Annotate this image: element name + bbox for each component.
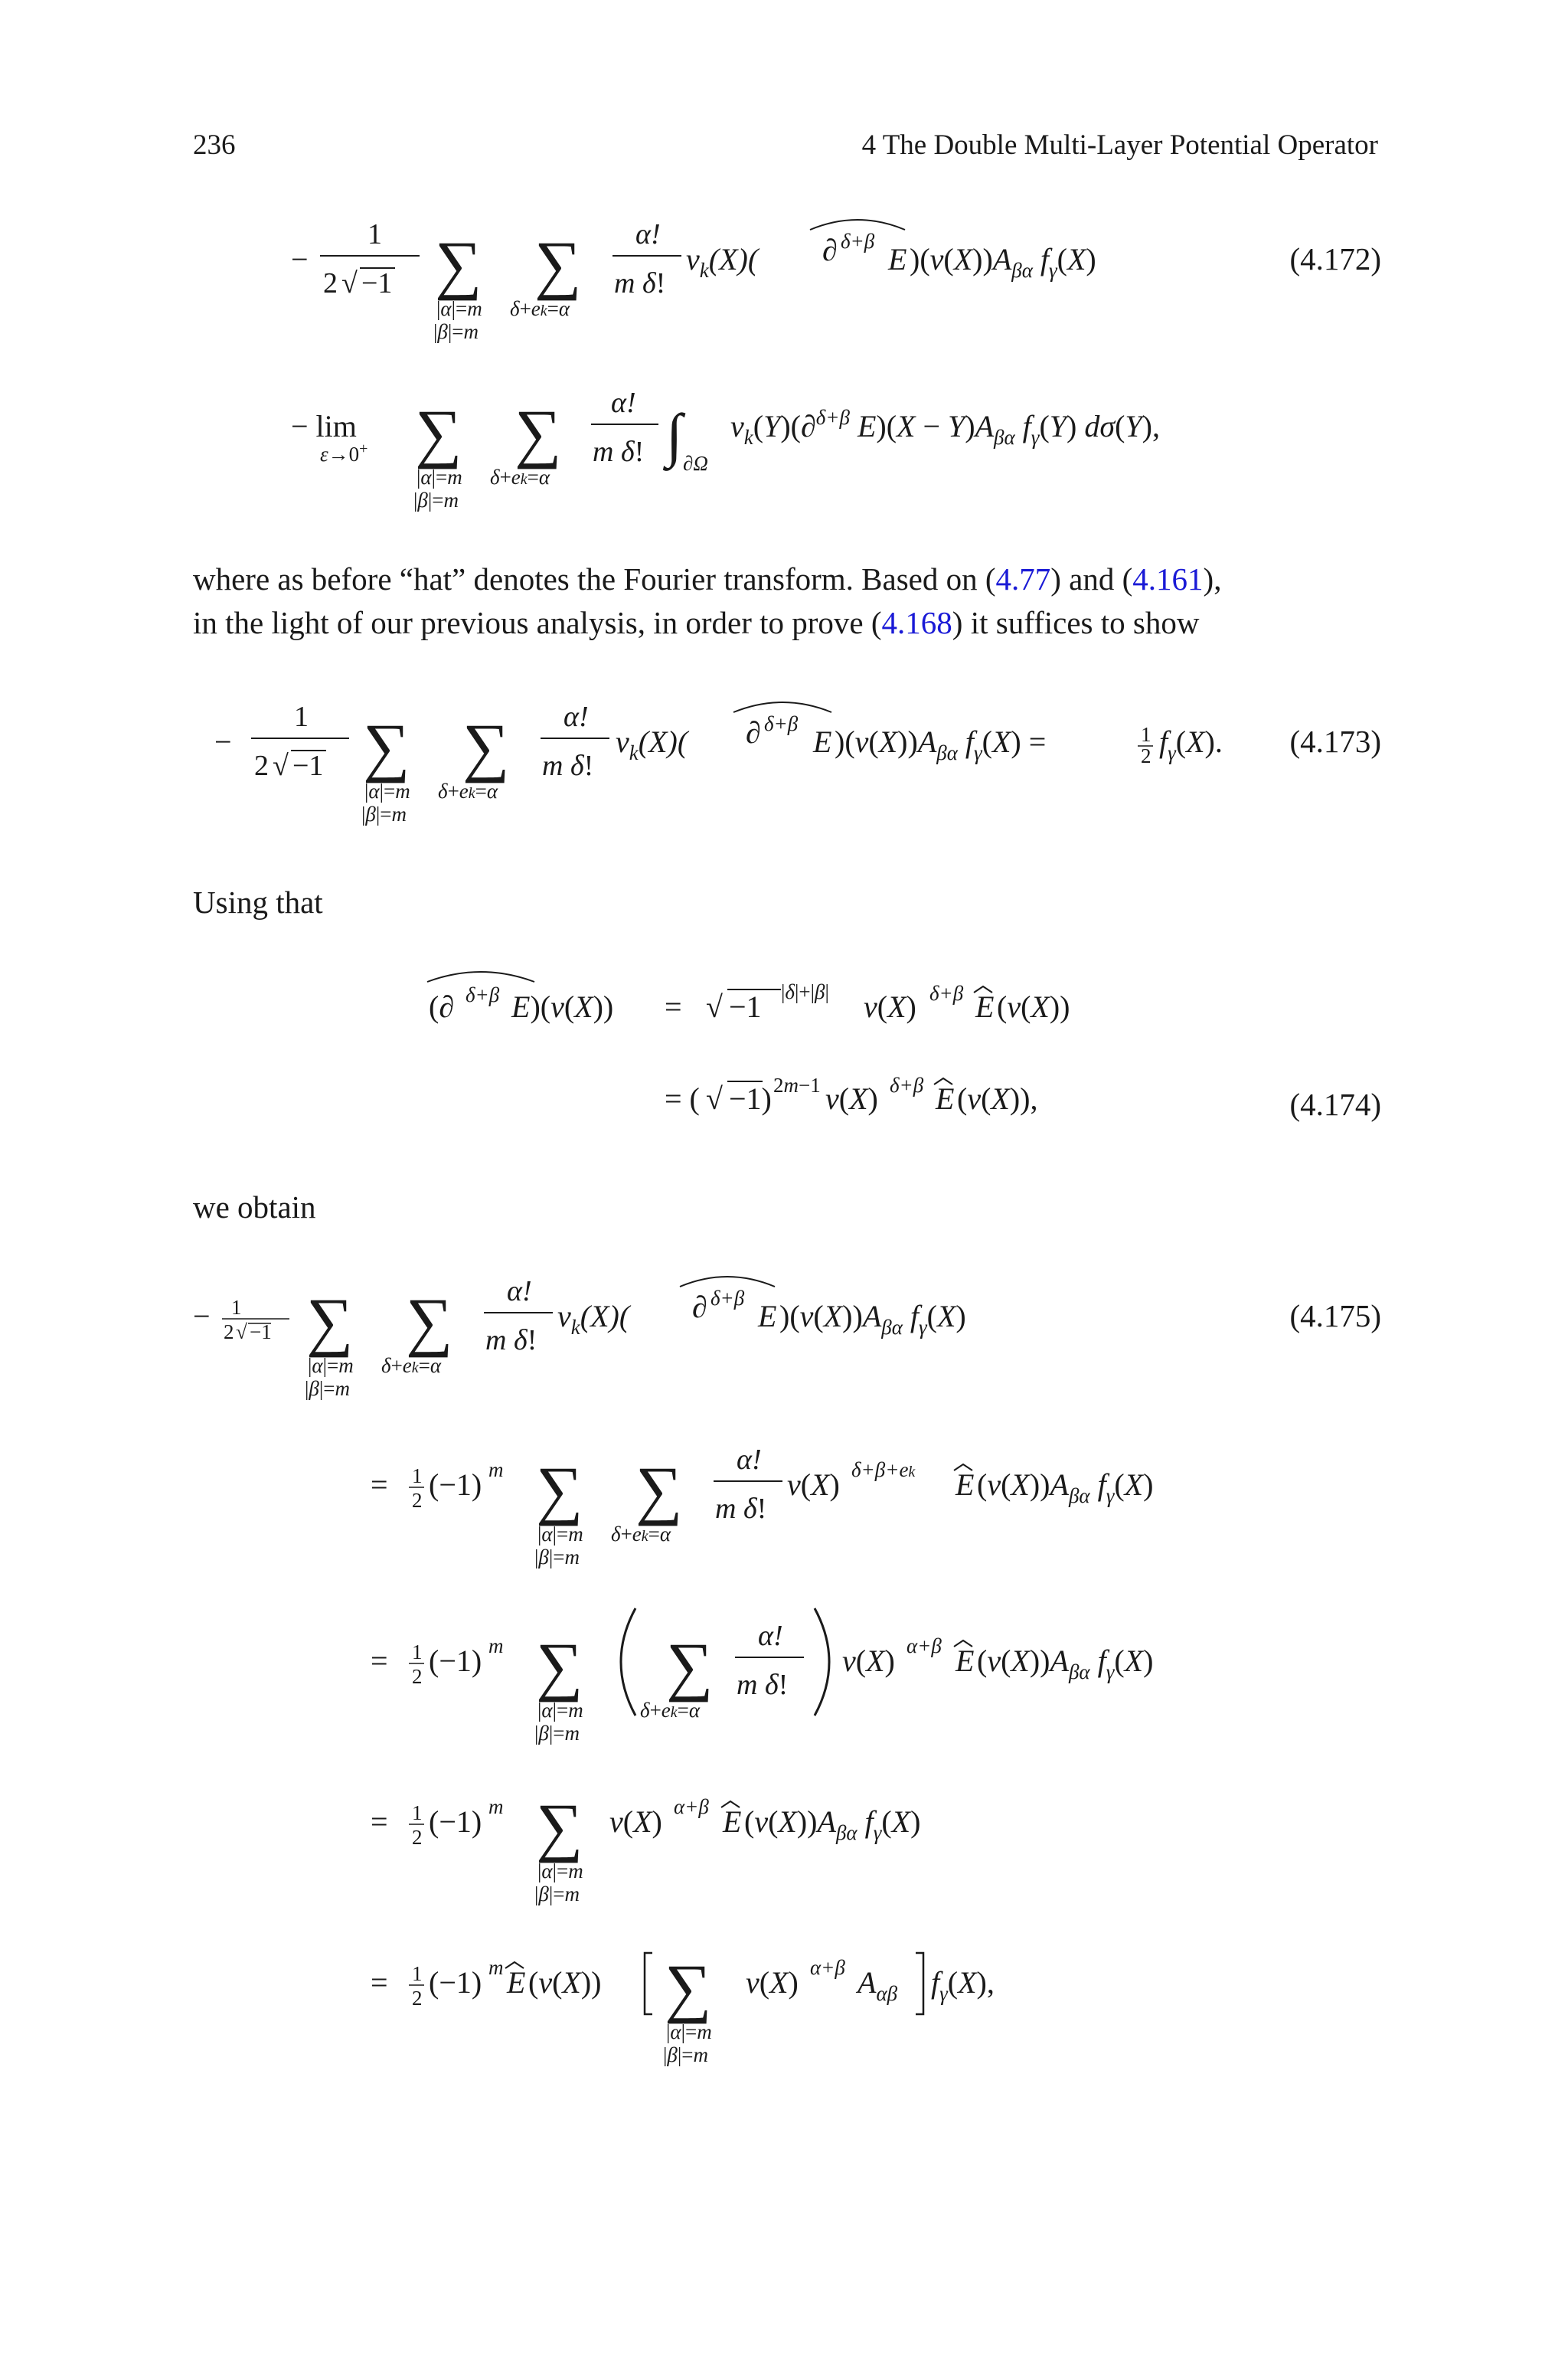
svg-text:(∂: (∂ bbox=[429, 989, 455, 1024]
svg-text:∫: ∫ bbox=[666, 401, 683, 468]
svg-text:δ+ek=α: δ+ek=α bbox=[611, 1523, 671, 1546]
svg-text:2m−1: 2m−1 bbox=[773, 1074, 821, 1097]
svg-text:√: √ bbox=[706, 1081, 723, 1116]
svg-text:α!: α! bbox=[635, 218, 661, 250]
svg-text:δ+β+ek: δ+β+ek bbox=[851, 1458, 916, 1481]
svg-text:1: 1 bbox=[412, 1962, 423, 1985]
svg-text:(−1): (−1) bbox=[429, 1965, 482, 2000]
svg-text:∑: ∑ bbox=[306, 1284, 354, 1358]
svg-text:∑: ∑ bbox=[514, 396, 562, 469]
svg-text:∂: ∂ bbox=[746, 715, 761, 750]
svg-text:∑: ∑ bbox=[406, 1284, 453, 1358]
svg-text:E: E bbox=[888, 242, 907, 276]
svg-text:(ν(X))Aβα fγ(X): $(\nu(X))A_{\beta\alpha}$ $f_\gamma(X)$ bbox=[977, 1644, 1154, 1683]
svg-text:α+β: α+β bbox=[810, 1956, 845, 1979]
svg-text:=: = bbox=[371, 1965, 388, 2000]
svg-text:fγ(X).: $f_\gamma(X)$. bbox=[1159, 725, 1223, 764]
equation-4-173 bbox=[207, 682, 1279, 835]
text-we-obtain: we obtain bbox=[193, 1189, 316, 1225]
svg-text:|α|=m: |α|=m bbox=[537, 1699, 583, 1722]
svg-text:1: 1 bbox=[412, 1464, 423, 1487]
svg-text:δ+β: δ+β bbox=[929, 982, 964, 1005]
reference-link-4-168[interactable]: 4.168 bbox=[881, 605, 952, 640]
svg-text:m δ!: m δ! bbox=[715, 1493, 767, 1525]
svg-text:δ+β: δ+β bbox=[710, 1287, 745, 1310]
svg-text:νk(Y)(∂δ+β E)(X − Y)Aβα fγ(Y): $\nu_k(Y)(\partial^{\delta+\beta}$ $E)(X - Y)A_{\beta\alpha}$ $f_\gamma(Y)$ dσ(Y), bbox=[730, 406, 1160, 449]
paragraph-line-2: in the light of our previous analysis, in order to prove (4.168) it suffices to show bbox=[193, 605, 1200, 640]
equation-number-4-173: (4.173) bbox=[1289, 724, 1381, 759]
svg-text:∂: ∂ bbox=[822, 233, 838, 267]
svg-text:−1): −1) bbox=[729, 1081, 772, 1116]
svg-text:)(ν(X))Aβα fγ(X) =: )$(\nu(X))A_{\beta\alpha}$ $f_\gamma(X)$ = bbox=[835, 725, 1047, 764]
svg-text:∑: ∑ bbox=[534, 227, 582, 301]
svg-text:α!: α! bbox=[758, 1620, 783, 1652]
svg-text:Aαβ: $A_{\alpha\beta}$ bbox=[858, 1965, 898, 2005]
svg-text:2: 2 bbox=[254, 750, 269, 782]
svg-text:−: − bbox=[214, 725, 232, 759]
svg-text:|β|=m: |β|=m bbox=[361, 803, 407, 826]
svg-text:|α|=m: |α|=m bbox=[537, 1523, 583, 1546]
svg-text:E: E bbox=[758, 1299, 777, 1333]
svg-text:δ+ek=α: δ+ek=α bbox=[510, 297, 570, 320]
svg-text:2: 2 bbox=[323, 267, 338, 299]
svg-text:−: − bbox=[291, 242, 309, 276]
equation-4-175-line-1 bbox=[190, 1264, 1109, 1417]
svg-text:|α|=m: |α|=m bbox=[666, 2020, 712, 2043]
svg-text:∑: ∑ bbox=[635, 1453, 683, 1526]
svg-text:−1: −1 bbox=[729, 989, 762, 1024]
svg-text:ν(X): ν(X) bbox=[842, 1644, 895, 1678]
svg-text:|β|=m: |β|=m bbox=[413, 489, 459, 512]
svg-text:(ν(X))Aβα fγ(X): $(\nu(X))A_{\beta\alpha}$ $f_\gamma(X)$ bbox=[977, 1467, 1154, 1507]
svg-text:(−1): (−1) bbox=[429, 1467, 482, 1502]
svg-text:δ+ek=α: δ+ek=α bbox=[438, 780, 498, 803]
svg-text:|α|=m: |α|=m bbox=[537, 1860, 583, 1882]
svg-text:m δ!: m δ! bbox=[614, 267, 666, 299]
svg-text:α+β: α+β bbox=[906, 1634, 942, 1657]
svg-text:m δ!: m δ! bbox=[737, 1669, 789, 1701]
svg-text:=: = bbox=[665, 989, 682, 1024]
svg-text:2: 2 bbox=[412, 1489, 423, 1512]
svg-text:∑: ∑ bbox=[666, 1629, 714, 1703]
svg-text:(ν(X)): (ν(X)) bbox=[997, 989, 1070, 1024]
svg-text:m δ!: m δ! bbox=[542, 750, 594, 782]
svg-text:E: E bbox=[956, 1467, 975, 1502]
svg-text:νk(X)(: $\nu_k(X)$( bbox=[557, 1299, 630, 1339]
equation-4-175-line-5 bbox=[368, 1938, 1133, 2091]
svg-text:1: 1 bbox=[1141, 723, 1152, 746]
equation-number-4-172: (4.172) bbox=[1289, 241, 1381, 276]
svg-text:m: m bbox=[488, 1458, 504, 1481]
svg-text:δ+β: δ+β bbox=[764, 712, 799, 735]
svg-text:ν(X): ν(X) bbox=[825, 1081, 878, 1116]
paragraph-line-1: where as before “hat” denotes the Fourier transform. Based on (4.77) and (4.161), bbox=[193, 561, 1222, 597]
svg-text:ε→0+: ε→0+ bbox=[320, 440, 368, 466]
svg-text:−1: −1 bbox=[250, 1320, 272, 1343]
svg-text:α!: α! bbox=[507, 1275, 532, 1307]
svg-text:1: 1 bbox=[368, 218, 382, 250]
svg-text:ν(X): ν(X) bbox=[609, 1804, 662, 1839]
page-number: 236 bbox=[193, 129, 236, 161]
svg-text:ν(X): ν(X) bbox=[746, 1965, 799, 2000]
svg-text:= (: = ( bbox=[665, 1081, 700, 1116]
svg-text:ν(X): ν(X) bbox=[787, 1467, 840, 1502]
svg-text:∑: ∑ bbox=[536, 1629, 583, 1703]
svg-text:νk(X)(: $\nu_k(X)$( bbox=[616, 725, 688, 764]
svg-text:|β|=m: |β|=m bbox=[305, 1377, 350, 1400]
svg-text:−1: −1 bbox=[292, 750, 324, 782]
svg-text:√: √ bbox=[706, 989, 723, 1024]
equation-4-174 bbox=[421, 965, 1187, 1149]
svg-text:(ν(X)),: (ν(X)), bbox=[957, 1081, 1038, 1116]
reference-link-4-161[interactable]: 4.161 bbox=[1132, 561, 1204, 597]
running-title: 4 The Double Multi-Layer Potential Operator bbox=[861, 129, 1378, 161]
svg-text:− lim: − lim bbox=[291, 409, 357, 443]
svg-text:δ+β: δ+β bbox=[890, 1074, 924, 1097]
svg-text:−: − bbox=[193, 1299, 211, 1333]
svg-text:√: √ bbox=[236, 1320, 247, 1343]
svg-text:=: = bbox=[371, 1644, 388, 1678]
svg-text:1: 1 bbox=[294, 701, 309, 733]
svg-text:|β|=m: |β|=m bbox=[534, 1546, 580, 1568]
svg-text:∑: ∑ bbox=[536, 1453, 583, 1526]
svg-text:=: = bbox=[371, 1467, 388, 1502]
equation-4-175-line-4 bbox=[368, 1777, 1133, 1930]
svg-text:δ+β: δ+β bbox=[841, 230, 875, 253]
svg-text:E: E bbox=[813, 725, 832, 759]
svg-text:2: 2 bbox=[412, 1665, 423, 1688]
svg-text:|β|=m: |β|=m bbox=[663, 2043, 708, 2066]
equation-4-172-line-2 bbox=[283, 375, 1401, 528]
svg-text:δ+ek=α: δ+ek=α bbox=[381, 1354, 442, 1377]
svg-text:α!: α! bbox=[611, 387, 636, 419]
svg-text:νk(X)(: $\nu_k(X)$( bbox=[686, 242, 759, 282]
svg-text:α!: α! bbox=[564, 701, 589, 733]
equation-4-172-line-1 bbox=[283, 207, 1248, 360]
reference-link-4-77[interactable]: 4.77 bbox=[995, 561, 1051, 597]
svg-text:√: √ bbox=[273, 750, 289, 782]
svg-text:1: 1 bbox=[412, 1640, 423, 1663]
svg-text:m δ!: m δ! bbox=[593, 436, 645, 468]
svg-text:E: E bbox=[956, 1644, 975, 1678]
svg-text:|β|=m: |β|=m bbox=[534, 1882, 580, 1905]
svg-text:√: √ bbox=[341, 267, 358, 299]
svg-text:∂: ∂ bbox=[692, 1290, 707, 1324]
svg-text:|α|=m: |α|=m bbox=[308, 1354, 354, 1377]
svg-text:E: E bbox=[975, 989, 995, 1024]
svg-text:|α|=m: |α|=m bbox=[416, 466, 462, 489]
svg-text:E)(ν(X)): E)(ν(X)) bbox=[511, 989, 614, 1024]
svg-text:m: m bbox=[488, 1795, 504, 1818]
svg-text:=: = bbox=[371, 1804, 388, 1839]
svg-text:1: 1 bbox=[412, 1801, 423, 1824]
svg-text:α!: α! bbox=[737, 1444, 762, 1476]
svg-text:(−1): (−1) bbox=[429, 1644, 482, 1678]
svg-text:(−1): (−1) bbox=[429, 1804, 482, 1839]
svg-text:2: 2 bbox=[224, 1320, 234, 1343]
equation-4-175-line-2 bbox=[368, 1432, 1286, 1585]
svg-text:2: 2 bbox=[1141, 744, 1152, 767]
svg-text:∂Ω: ∂Ω bbox=[683, 452, 708, 475]
svg-text:|α|=m: |α|=m bbox=[364, 780, 410, 803]
svg-text:m: m bbox=[488, 1634, 504, 1657]
svg-text:−1: −1 bbox=[361, 267, 393, 299]
svg-text:δ+ek=α: δ+ek=α bbox=[640, 1699, 701, 1722]
svg-text:(ν(X)): (ν(X)) bbox=[528, 1965, 602, 2000]
svg-text:E: E bbox=[936, 1081, 955, 1116]
svg-text:∑: ∑ bbox=[536, 1790, 583, 1863]
svg-text:α+β: α+β bbox=[674, 1795, 709, 1818]
svg-text:1: 1 bbox=[231, 1296, 242, 1319]
svg-text:fγ(X),: $f_\gamma(X)$, bbox=[931, 1965, 995, 2005]
svg-text:E: E bbox=[723, 1804, 742, 1839]
svg-text:∑: ∑ bbox=[415, 396, 462, 469]
svg-text:2: 2 bbox=[412, 1826, 423, 1849]
svg-text:|δ|+|β|: |δ|+|β| bbox=[781, 980, 829, 1003]
svg-text:m: m bbox=[488, 1956, 504, 1979]
equation-4-175-line-3 bbox=[368, 1601, 1286, 1769]
svg-text:m δ!: m δ! bbox=[485, 1324, 537, 1356]
svg-text:δ+ek=α: δ+ek=α bbox=[490, 466, 550, 489]
svg-text:)(ν(X))Aβα fγ(X): )$(\nu(X))A_{\beta\alpha}$ $f_\gamma(X)$ bbox=[779, 1299, 966, 1339]
svg-text:|α|=m: |α|=m bbox=[436, 297, 482, 320]
svg-text:|β|=m: |β|=m bbox=[534, 1722, 580, 1745]
svg-text:E: E bbox=[507, 1965, 526, 2000]
text-using-that: Using that bbox=[193, 885, 323, 920]
svg-text:∑: ∑ bbox=[462, 710, 510, 783]
svg-text:|β|=m: |β|=m bbox=[433, 320, 479, 343]
equation-number-4-174: (4.174) bbox=[1289, 1087, 1381, 1122]
equation-number-4-175: (4.175) bbox=[1289, 1298, 1381, 1333]
svg-text:∑: ∑ bbox=[363, 710, 410, 783]
svg-text:(ν(X))Aβα fγ(X): $(\nu(X))A_{\beta\alpha}$ $f_\gamma(X)$ bbox=[744, 1804, 921, 1844]
svg-text:ν(X): ν(X) bbox=[864, 989, 916, 1024]
svg-text:∑: ∑ bbox=[435, 227, 482, 301]
svg-text:2: 2 bbox=[412, 1987, 423, 2010]
svg-text:∑: ∑ bbox=[665, 1951, 712, 2024]
svg-text:δ+β: δ+β bbox=[466, 983, 500, 1006]
svg-text:)(ν(X))Aβα fγ(X): )$(\nu(X))A_{\beta\alpha}$ $f_\gamma(X)$ bbox=[910, 242, 1096, 282]
